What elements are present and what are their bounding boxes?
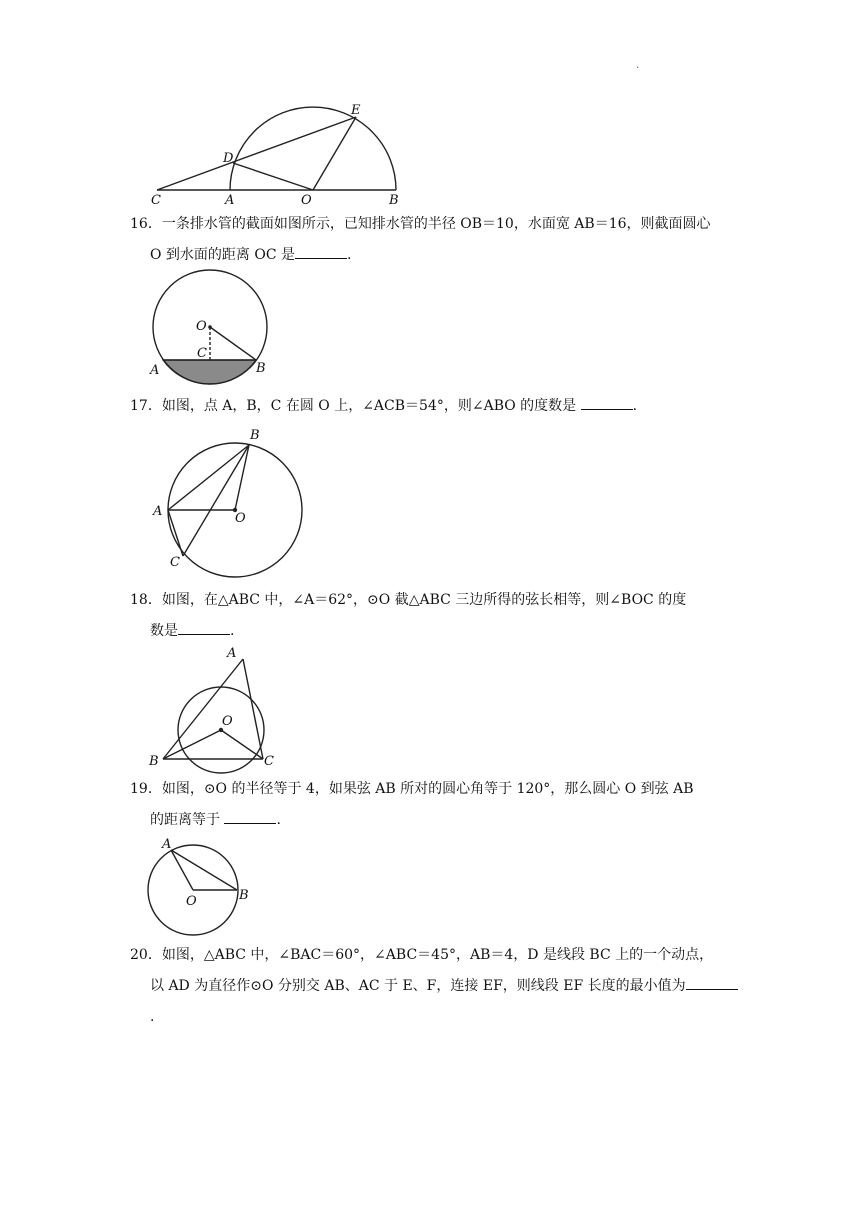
q16-line2: O 到水面的距离 OC 是 [150, 247, 296, 263]
answer-blank-16[interactable] [295, 244, 347, 259]
label-C: C [264, 754, 274, 769]
q19-line1: 19．如图，⊙O 的半径等于 4，如果弦 AB 所对的圆心角等于 120°，那么圆心 O 到弦 AB [130, 781, 694, 797]
label-O: O [222, 714, 233, 729]
label-B: B [149, 754, 159, 769]
label-B: B [389, 193, 399, 208]
question-19: 19．如图，⊙O 的半径等于 4，如果弦 AB 所对的圆心角等于 120°，那么圆心 O 到弦 AB 的距离等于 . [130, 774, 740, 836]
answer-blank-20[interactable] [686, 975, 738, 990]
label-C: C [151, 193, 161, 208]
answer-blank-18[interactable] [178, 620, 230, 635]
question-18: 18．如图，在△ABC 中，∠A＝62°，⊙O 截△ABC 三边所得的弦长相等，则∠BOC 的度 数是 . [130, 585, 740, 647]
label-A: A [153, 504, 163, 519]
figure-semicircle [145, 100, 405, 208]
label-B: B [256, 361, 266, 376]
label-E: E [351, 103, 361, 118]
q18-line2: 数是 [150, 623, 178, 639]
question-20: 20．如图，△ABC 中，∠BAC＝60°，∠ABC＝45°，AB＝4，D 是线段 BC 上的一个动点， 以 AD 为直径作⊙O 分别交 AB、AC 于 E、F，连接 EF，则线段 EF 长度的最小值为. [130, 940, 740, 1033]
label-O: O [235, 511, 246, 526]
label-A: A [227, 646, 237, 661]
q17-line1: 17．如图，点 A，B，C 在圆 O 上，∠ACB＝54°，则∠ABO 的度数是 [130, 398, 581, 414]
label-C: C [197, 346, 207, 361]
question-17: 17．如图，点 A，B，C 在圆 O 上，∠ACB＝54°，则∠ABO 的度数是 . [130, 391, 740, 422]
label-O: O [196, 319, 207, 334]
label-O: O [301, 193, 312, 208]
question-16: 16．一条排水管的截面如图所示，已知排水管的半径 OB＝10，水面宽 AB＝16，则截面圆心 O 到水面的距离 OC 是 . [130, 209, 740, 271]
answer-blank-19[interactable] [224, 809, 276, 824]
figure-circle-abc [145, 425, 315, 585]
figure-triangle-incircle [145, 645, 285, 775]
label-B: B [239, 888, 249, 903]
label-D: D [223, 151, 234, 166]
label-A: A [225, 193, 235, 208]
label-C: C [170, 555, 180, 570]
q20-line1: 20．如图，△ABC 中，∠BAC＝60°，∠ABC＝45°，AB＝4，D 是线段 BC 上的一个动点， [130, 947, 714, 963]
figure-chord-circle [145, 835, 255, 940]
q20-line2: 以 AD 为直径作⊙O 分别交 AB、AC 于 E、F，连接 EF，则线段 EF 长度的最小值为 [150, 978, 686, 994]
q18-line1: 18．如图，在△ABC 中，∠A＝62°，⊙O 截△ABC 三边所得的弦长相等，则∠BOC 的度 [130, 592, 687, 608]
page-marker: . [636, 60, 640, 71]
figure-drain-pipe [145, 270, 275, 380]
label-A: A [150, 363, 160, 378]
q16-line1: 16．一条排水管的截面如图所示，已知排水管的半径 OB＝10，水面宽 AB＝16，则截面圆心 [130, 216, 711, 232]
answer-blank-17[interactable] [581, 395, 633, 410]
label-A: A [162, 837, 172, 852]
label-O: O [186, 894, 197, 909]
label-B: B [250, 428, 260, 443]
q19-line2: 的距离等于 [150, 812, 225, 828]
